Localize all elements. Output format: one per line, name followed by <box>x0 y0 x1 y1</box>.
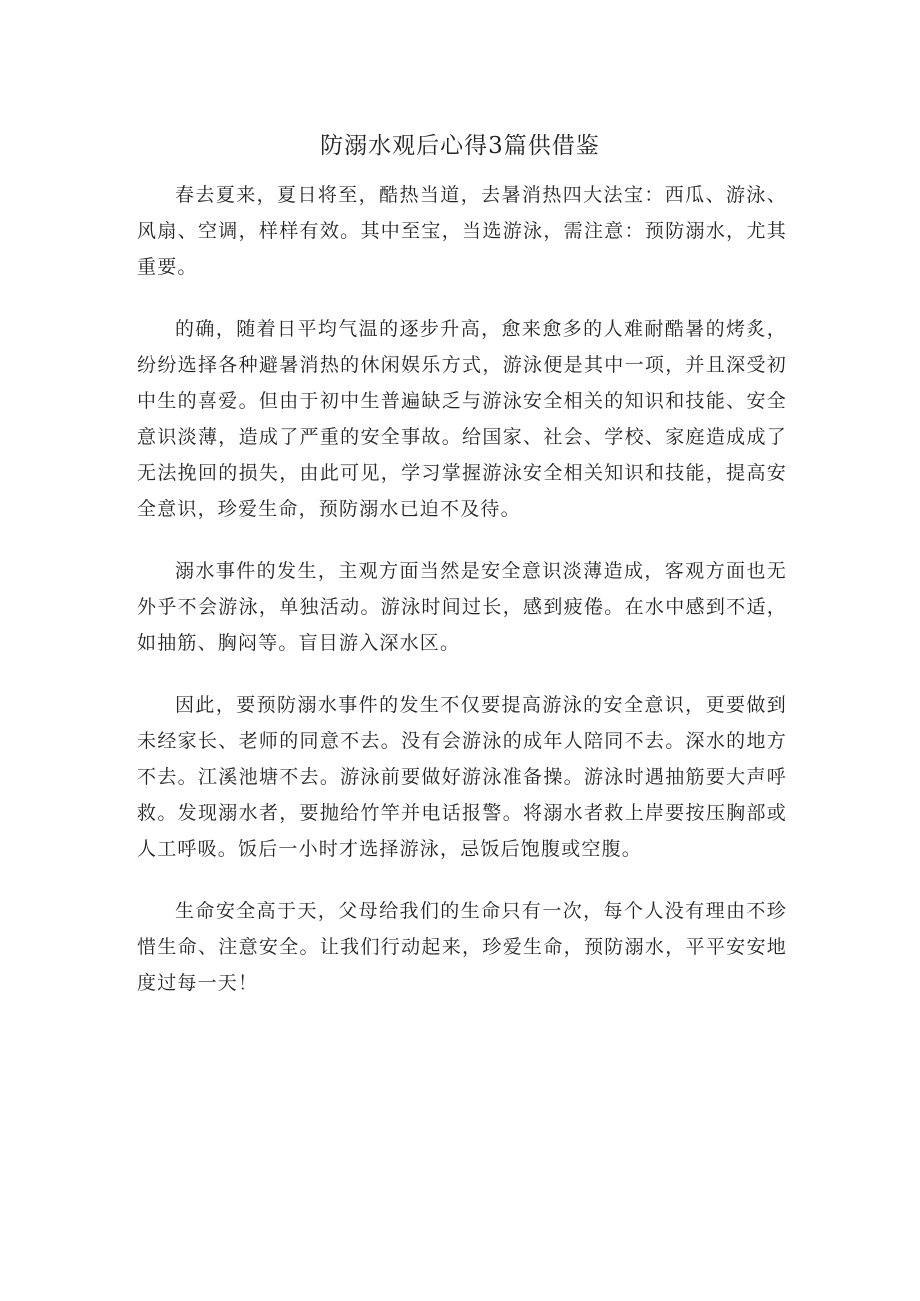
paragraph-2: 的确，随着日平均气温的逐步升高，愈来愈多的人难耐酷暑的烤炙，纷纷选择各种避暑消热的休闲娱乐方式，游泳便是其中一项，并且深受初中生的喜爱。但由于初中生普遍缺乏与游泳安全相关的知识和技能、安全意识淡薄，造成了严重的安全事故。给国家、社会、学校、家庭造成成了无法挽回的损失，由此可见，学习掌握游泳安全相关知识和技能，提高安全意识，珍爱生命，预防溺水已迫不及待。 <box>137 318 787 520</box>
paragraph-3: 溺水事件的发生，主观方面当然是安全意识淡薄造成，客观方面也无外乎不会游泳，单独活动。游泳时间过长，感到疲倦。在水中感到不适，如抽筋、胸闷等。盲目游入深水区。 <box>137 560 787 654</box>
paragraph-1: 春去夏来，夏日将至，酷热当道，去暑消热四大法宝：西瓜、游泳、风扇、空调，样样有效。其中至宝，当选游泳，需注意：预防溺水，尤其重要。 <box>137 184 787 278</box>
document-body <box>137 177 787 1001</box>
paragraph-5: 生命安全高于天，父母给我们的生命只有一次，每个人没有理由不珍惜生命、注意安全。让我们行动起来，珍爱生命，预防溺水，平平安安地度过每一天！ <box>137 900 787 994</box>
document-title: 防溺水观后心得3篇供借鉴 <box>320 133 600 159</box>
paragraph-4: 因此，要预防溺水事件的发生不仅要提高游泳的安全意识，更要做到未经家长、老师的同意不去。没有会游泳的成年人陪同不去。深水的地方不去。江溪池塘不去。游泳前要做好游泳准备操。游泳时遇抽筋要大声呼救。发现溺水者，要抛给竹竿并电话报警。将溺水者救上岸要按压胸部或人工呼吸。饭后一小时才选择游泳，忌饭后饱腹或空腹。 <box>137 694 787 860</box>
